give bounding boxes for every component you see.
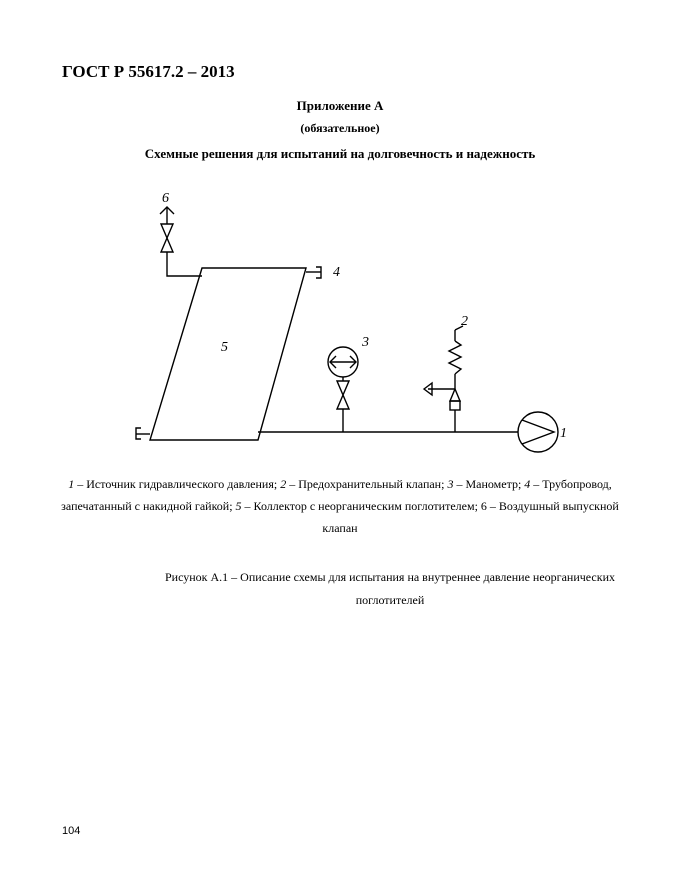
vent-valve-shape xyxy=(161,224,173,252)
figure-legend xyxy=(50,473,630,539)
test-scheme-diagram xyxy=(0,180,680,470)
appendix-subtitle: (обязательное) xyxy=(300,121,380,135)
page-number: 104 xyxy=(62,825,81,837)
legend-num-5: 5 xyxy=(235,499,242,513)
legend-text-5: – Коллектор с неорганическим поглотителем; 6 – Воздушный выпускной клапан xyxy=(241,499,619,535)
legend-num-3: 3 xyxy=(447,477,454,491)
appendix-heading: Схемные решения для испытаний на долговечность и надежность xyxy=(144,146,536,161)
legend-num-4: 4 xyxy=(524,477,531,491)
collector-shape xyxy=(150,268,306,440)
label-3: 3 xyxy=(362,335,369,350)
label-5: 5 xyxy=(221,340,228,355)
legend-text-3: – Манометр; xyxy=(453,477,525,491)
manometer-valve-shape xyxy=(337,381,349,409)
safety-valve-body xyxy=(450,401,460,410)
pressure-source-shape xyxy=(518,412,558,452)
legend-text-4: – Трубопровод, запечатанный с накидной гайкой; xyxy=(61,477,612,513)
legend-num-1: 1 xyxy=(68,477,75,491)
appendix-title: Приложение А xyxy=(296,98,384,113)
legend-num-2: 2 xyxy=(280,477,287,491)
safety-valve-spring xyxy=(449,341,461,374)
label-2: 2 xyxy=(461,314,468,329)
figure-caption: Рисунок А.1 – Описание схемы для испытания на внутреннее давление неорганических поглотителей xyxy=(165,570,615,607)
label-1: 1 xyxy=(560,426,567,441)
document-code: ГОСТ Р 55617.2 – 2013 xyxy=(62,62,235,81)
legend-text-2: – Предохранительный клапан; xyxy=(286,477,448,491)
legend-text-1: – Источник гидравлического давления; xyxy=(74,477,281,491)
label-4: 4 xyxy=(333,265,340,280)
label-6: 6 xyxy=(162,191,169,206)
